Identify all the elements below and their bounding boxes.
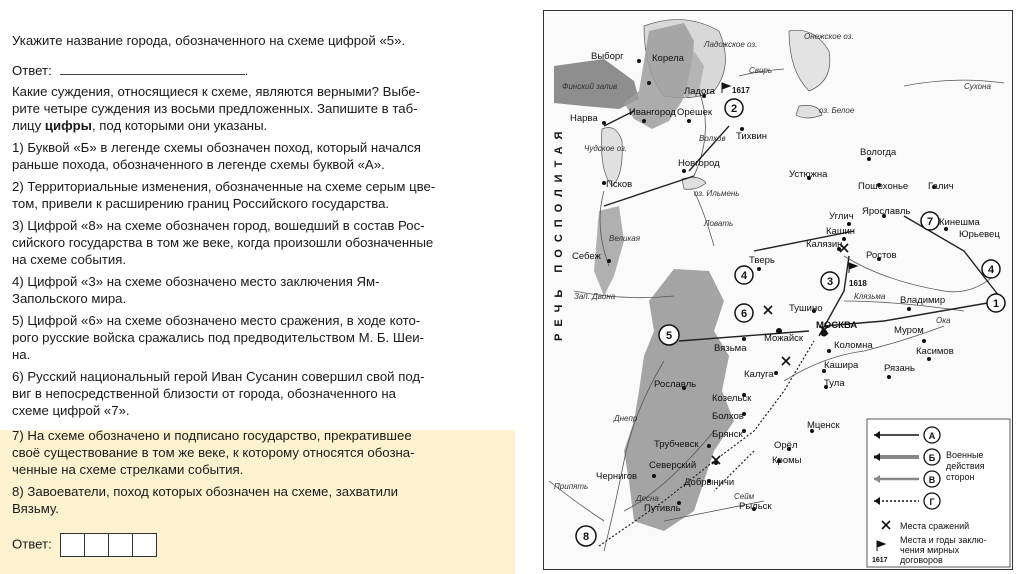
city-vologda: Вологда [860,147,897,158]
svg-text:4: 4 [740,270,748,282]
label-rech-pospolitaya: РЕЧЬ ПОСПОЛИТАЯ [553,124,565,341]
label-lovat: Ловать [704,219,734,228]
battle-icon [782,357,790,365]
city-pskov: Псков [606,179,633,190]
city-novgorod: Новгород [678,158,720,169]
year-1617: 1617 [732,86,750,95]
final-answer-row [12,533,512,557]
statement-5-line: 5) Цифрой «6» на схеме обозначено место сражения, в ходе кото- [12,313,421,328]
city-bryansk: Брянск [712,429,743,440]
city-putivl: Путивль [644,503,681,514]
city-kasimov: Касимов [916,346,954,357]
label-beloe: оз. Белое [819,106,855,115]
legend-treaties-3: договоров [900,555,943,565]
label-onezhskoe: Онежское оз. [804,32,854,41]
lake-peipus [601,128,622,187]
intro-suffix: , под которыми они указаны. [91,118,268,133]
legend-treaty-year: 1617 [872,557,888,564]
label-seym: Сейм [734,492,755,501]
city-kalyazin: Калязин [806,239,843,250]
answer-input-line[interactable] [60,62,245,75]
marker-5 [659,325,679,345]
flag-icon [849,263,857,273]
city-vladimir: Владимир [900,295,946,306]
statement-6-line: 6) Русский национальный герой Иван Сусанин совершил свой под- [12,369,425,384]
city-sebezh: Себеж [572,251,601,262]
statement-8-line: Вязьму. [12,501,59,516]
city-severskiy: Северский [649,460,697,471]
legend-actions-3: сторон [946,472,975,482]
city-bolkhov: Болхов [712,411,744,422]
answer-dot: . [244,63,249,78]
intro-bold-digits: цифры [44,118,92,133]
label-velikaya: Великая [609,234,640,243]
city-mtsensk: Мценск [807,420,840,431]
label-ladozhskoe: Ладожское оз. [704,40,758,49]
statement-3-line: на схеме события. [12,252,127,267]
answer-box[interactable] [84,533,109,557]
city-trubchevsk: Трубчевск [654,439,699,450]
city-tula: Тула [824,378,845,389]
city-tver: Тверь [749,255,775,266]
city-kozelsk: Козельск [712,393,752,404]
city-ustyuzhna: Устюжна [789,169,828,180]
city-kaluga: Калуга [744,369,774,380]
answer-box[interactable] [108,533,133,557]
statement-7-line: своё существование в том же веке, к которому относятся обозна- [12,445,415,460]
statement-4-line: 4) Цифрой «3» на схеме обозначено место заключения Ям- [12,274,380,289]
svg-text:Б: Б [928,453,936,463]
marker-8 [576,526,596,546]
intro-line-3 [12,117,512,134]
label-dnepr: Днепр [614,414,638,423]
label-oka: Ока [936,316,951,325]
city-vyazma: Вязьма [714,343,747,354]
answer-boxes [61,533,157,557]
statement-1-line: 1) Буквой «Б» в легенде схемы обозначен поход, который начался [12,140,421,155]
svg-text:4: 4 [987,264,995,276]
statement-5-line: рого русские войска сражались под предводительством М. Б. Шеи- [12,330,425,345]
city-dobrynichi: Добрыничи [684,477,735,488]
city-poshekhonye: Пошехонье [858,181,909,192]
map-legend [867,419,1010,567]
question-city-five: Укажите название города, обозначенного на схеме цифрой «5». [12,33,406,48]
svg-text:7: 7 [926,216,934,228]
intro-line-1: Какие суждения, относящиеся к схеме, являются верными? Выбе- [12,84,421,99]
statement-2-line: том, привели к расширению границ Российского государства. [12,196,390,211]
label-pripyat: Припять [554,482,589,491]
city-kromy: Кромы [772,455,802,466]
svg-text:А: А [928,431,936,441]
label-chudskoe: Чудское оз. [584,144,628,153]
statement-6-line: виг в непосредственной близости от города, обозначенного на [12,386,396,401]
city-oreshek: Орешек [677,107,713,118]
battle-icon [764,306,772,314]
marker-1 [987,294,1005,312]
legend-treaties-2: чения мирных [900,545,960,555]
svg-text:В: В [928,475,936,485]
legend-actions-2: действия [946,461,985,471]
city-kashira: Кашира [824,360,859,371]
statement-4-line: Запольского мира. [12,291,127,306]
statement-1-line: раньше похода, обозначенного в легенде схемы буквой «А». [12,157,385,172]
city-ryazan: Рязань [884,363,916,374]
city-galich: Галич [928,181,954,192]
historical-map [543,10,1013,570]
legend-treaties-1: Места и годы заклю- [900,535,987,545]
city-kolomna: Коломна [834,340,873,351]
final-answer-label: Ответ: [12,536,52,552]
label-ilmen: оз. Ильмень [694,189,740,198]
answer-box[interactable] [60,533,85,557]
answer-box[interactable] [132,533,157,557]
statement-8-line: 8) Завоеватели, поход которых обозначен на схеме, захватили [12,484,399,499]
river-volga [844,256,999,292]
city-rostov: Ростов [866,250,897,261]
marker-2 [725,99,743,117]
city-vyborg: Выборг [591,51,624,62]
label-zap-dvina: Зап. Двина [574,292,616,301]
city-orel: Орёл [774,440,798,451]
city-tushino: Тушино [789,303,823,314]
label-finsky: Финский залив [562,82,618,91]
city-moskva: МОСКВА [816,320,858,331]
city-korela: Корела [652,53,684,64]
statement-6-line: схеме цифрой «7». [12,403,130,418]
city-mozhaysk: Можайск [764,333,804,344]
svg-text:Г: Г [929,497,935,507]
label-svir: Свирь [749,66,773,75]
arrow-kostroma-yaroslavl [904,216,999,296]
label-sukhona: Сухона [964,82,991,91]
svg-text:5: 5 [665,330,673,342]
city-rylsk: Рыльск [739,501,772,512]
legend-battles: Места сражений [900,521,970,531]
intro-line-2: рите четыре суждения из восьми предложенных. Запишите в таб- [12,101,418,116]
city-yaroslavl: Ярославль [862,206,911,217]
label-volkhov: Волхов [699,134,726,143]
answer-row-1 [12,62,512,79]
marker-4-east [982,260,1000,278]
city-narva: Нарва [570,113,598,124]
city-ladoga: Ладога [684,86,715,97]
label-desna: Десна [636,494,659,503]
svg-text:8: 8 [582,531,590,543]
marker-3 [821,272,839,290]
city-uglich: Углич [829,211,854,222]
statement-2-line: 2) Территориальные изменения, обозначенные на схеме серым цве- [12,179,436,194]
statement-5-line: на. [12,347,31,362]
city-tikhvin: Тихвин [736,131,768,142]
year-1618: 1618 [849,279,867,288]
city-kineshma: Кинешма [939,217,980,228]
marker-7 [921,212,939,230]
marker-6 [735,304,753,322]
statement-3-line: 3) Цифрой «8» на схеме обозначен город, вошедший в состав Рос- [12,218,425,233]
city-kashin: Кашин [826,226,855,237]
label-klyazma: Клязьма [854,292,886,301]
svg-text:3: 3 [826,276,834,288]
statement-7-line: 7) На схеме обозначено и подписано государство, прекратившее [12,428,412,443]
city-ivangorod: Ивангород [629,107,676,118]
city-murom: Муром [894,325,924,336]
legend-actions-1: Военные [946,450,984,460]
city-chernigov: Чернигов [596,471,638,482]
intro-prefix: лицу [12,118,45,133]
statement-7-line: ченные на схеме стрелками события. [12,462,244,477]
city-yuryevets: Юрьевец [959,229,1000,240]
map-svg [544,11,1012,569]
marker-4-west [735,266,753,284]
svg-text:1: 1 [992,298,1000,310]
city-roslavl: Рославль [654,379,697,390]
statement-3-line: сийского государства в том же веке, когда произошли обозначенные [12,235,434,250]
answer-label: Ответ: [12,63,52,78]
svg-text:6: 6 [740,308,748,320]
flag-icon [722,83,730,93]
svg-text:2: 2 [730,103,738,115]
